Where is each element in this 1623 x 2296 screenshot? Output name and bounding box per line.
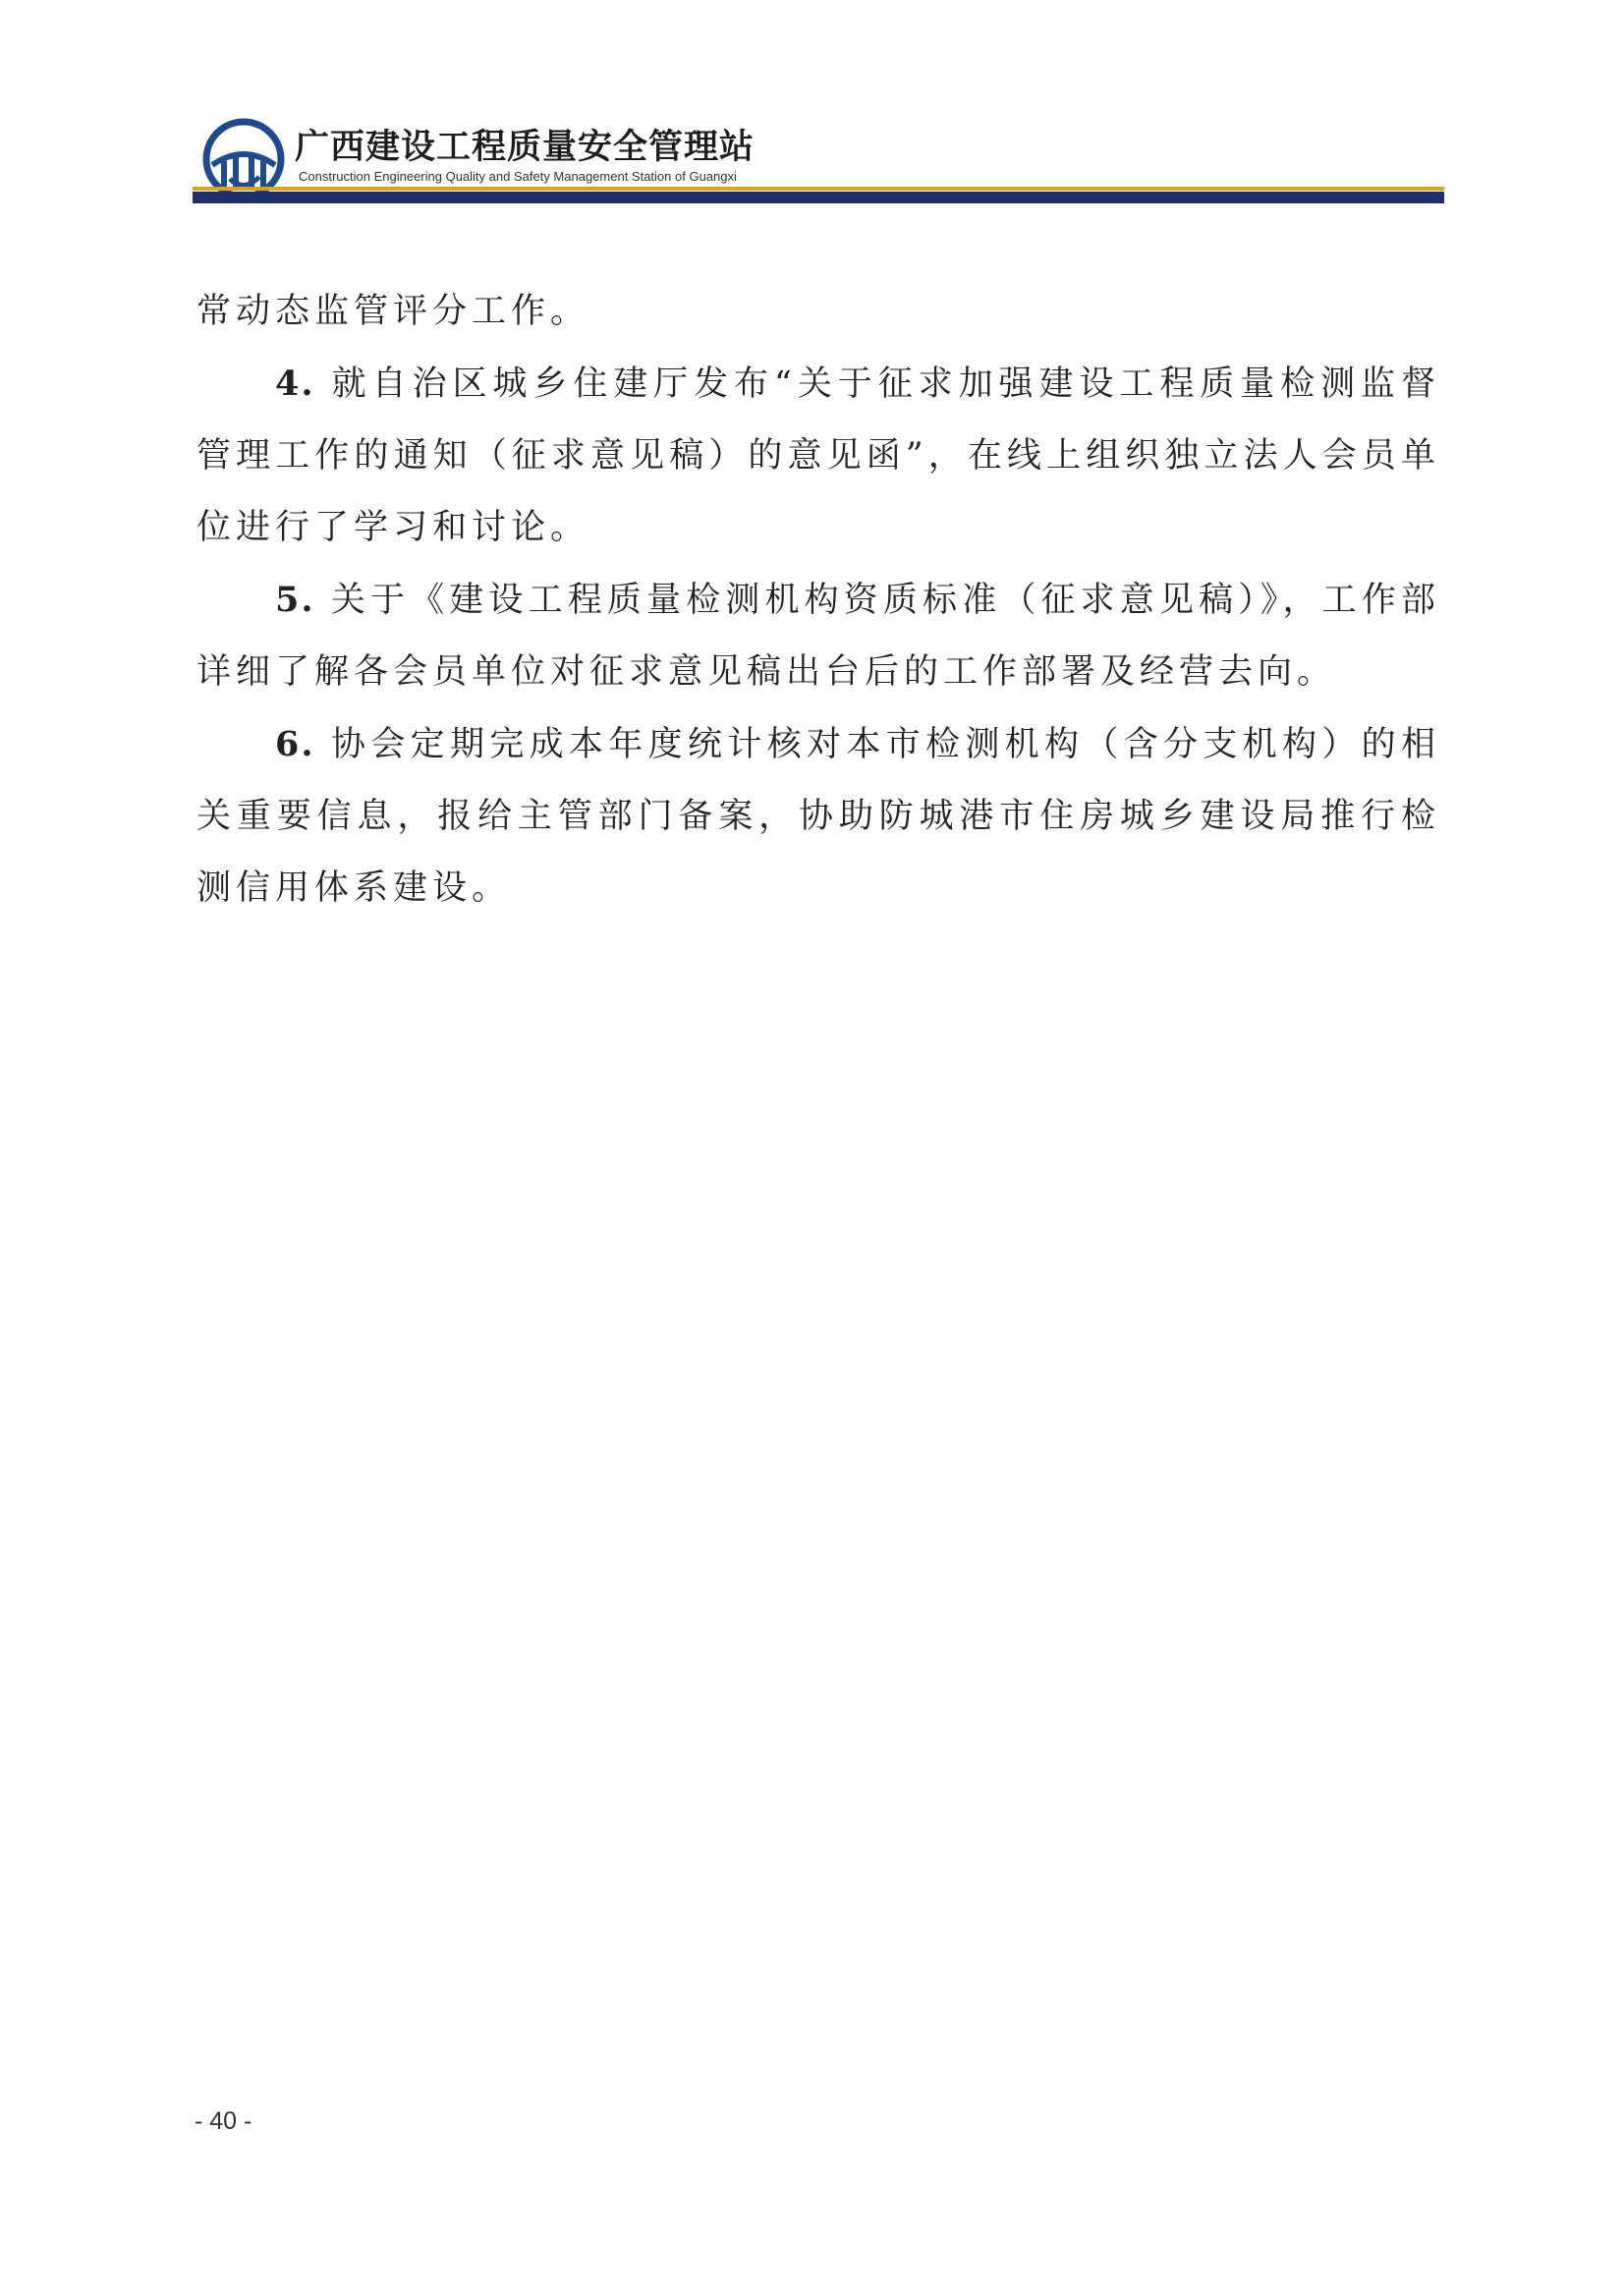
body-paragraph	[196, 348, 1440, 564]
paragraph-number: 5.	[275, 580, 315, 620]
header-rule-gold	[193, 187, 1444, 191]
body-paragraph	[196, 564, 1440, 708]
body-paragraph	[196, 275, 1440, 348]
org-name: 广西建设工程质量安全管理站	[295, 128, 756, 167]
paragraph-number: 6.	[275, 724, 315, 764]
body-paragraph	[196, 708, 1440, 924]
page-number: - 40 -	[195, 2107, 252, 2135]
paragraph-text: 协会定期完成本年度统计核对本市检测机构（含分支机构）的相关重要信息，报给主管部门备案，协助防城港市住房城乡建设局推行检测信用体系建设。	[196, 725, 1440, 908]
paragraph-number: 4.	[275, 364, 315, 404]
org-name-english: Construction Engineering Quality and Safety Management Station of Guangxi	[299, 169, 737, 184]
header-rule-navy	[193, 192, 1444, 203]
paragraph-text: 常动态监管评分工作。	[196, 292, 590, 331]
paragraph-text: 就自治区城乡住建厅发布“关于征求加强建设工程质量检测监督管理工作的通知（征求意见稿）的意见函”，在线上组织独立法人会员单位进行了学习和讨论。	[196, 364, 1440, 547]
document-body	[196, 275, 1440, 924]
paragraph-text: 关于《建设工程质量检测机构资质标准（征求意见稿）》，工作部详细了解各会员单位对征求意见稿出台后的工作部署及经营去向。	[196, 581, 1440, 692]
